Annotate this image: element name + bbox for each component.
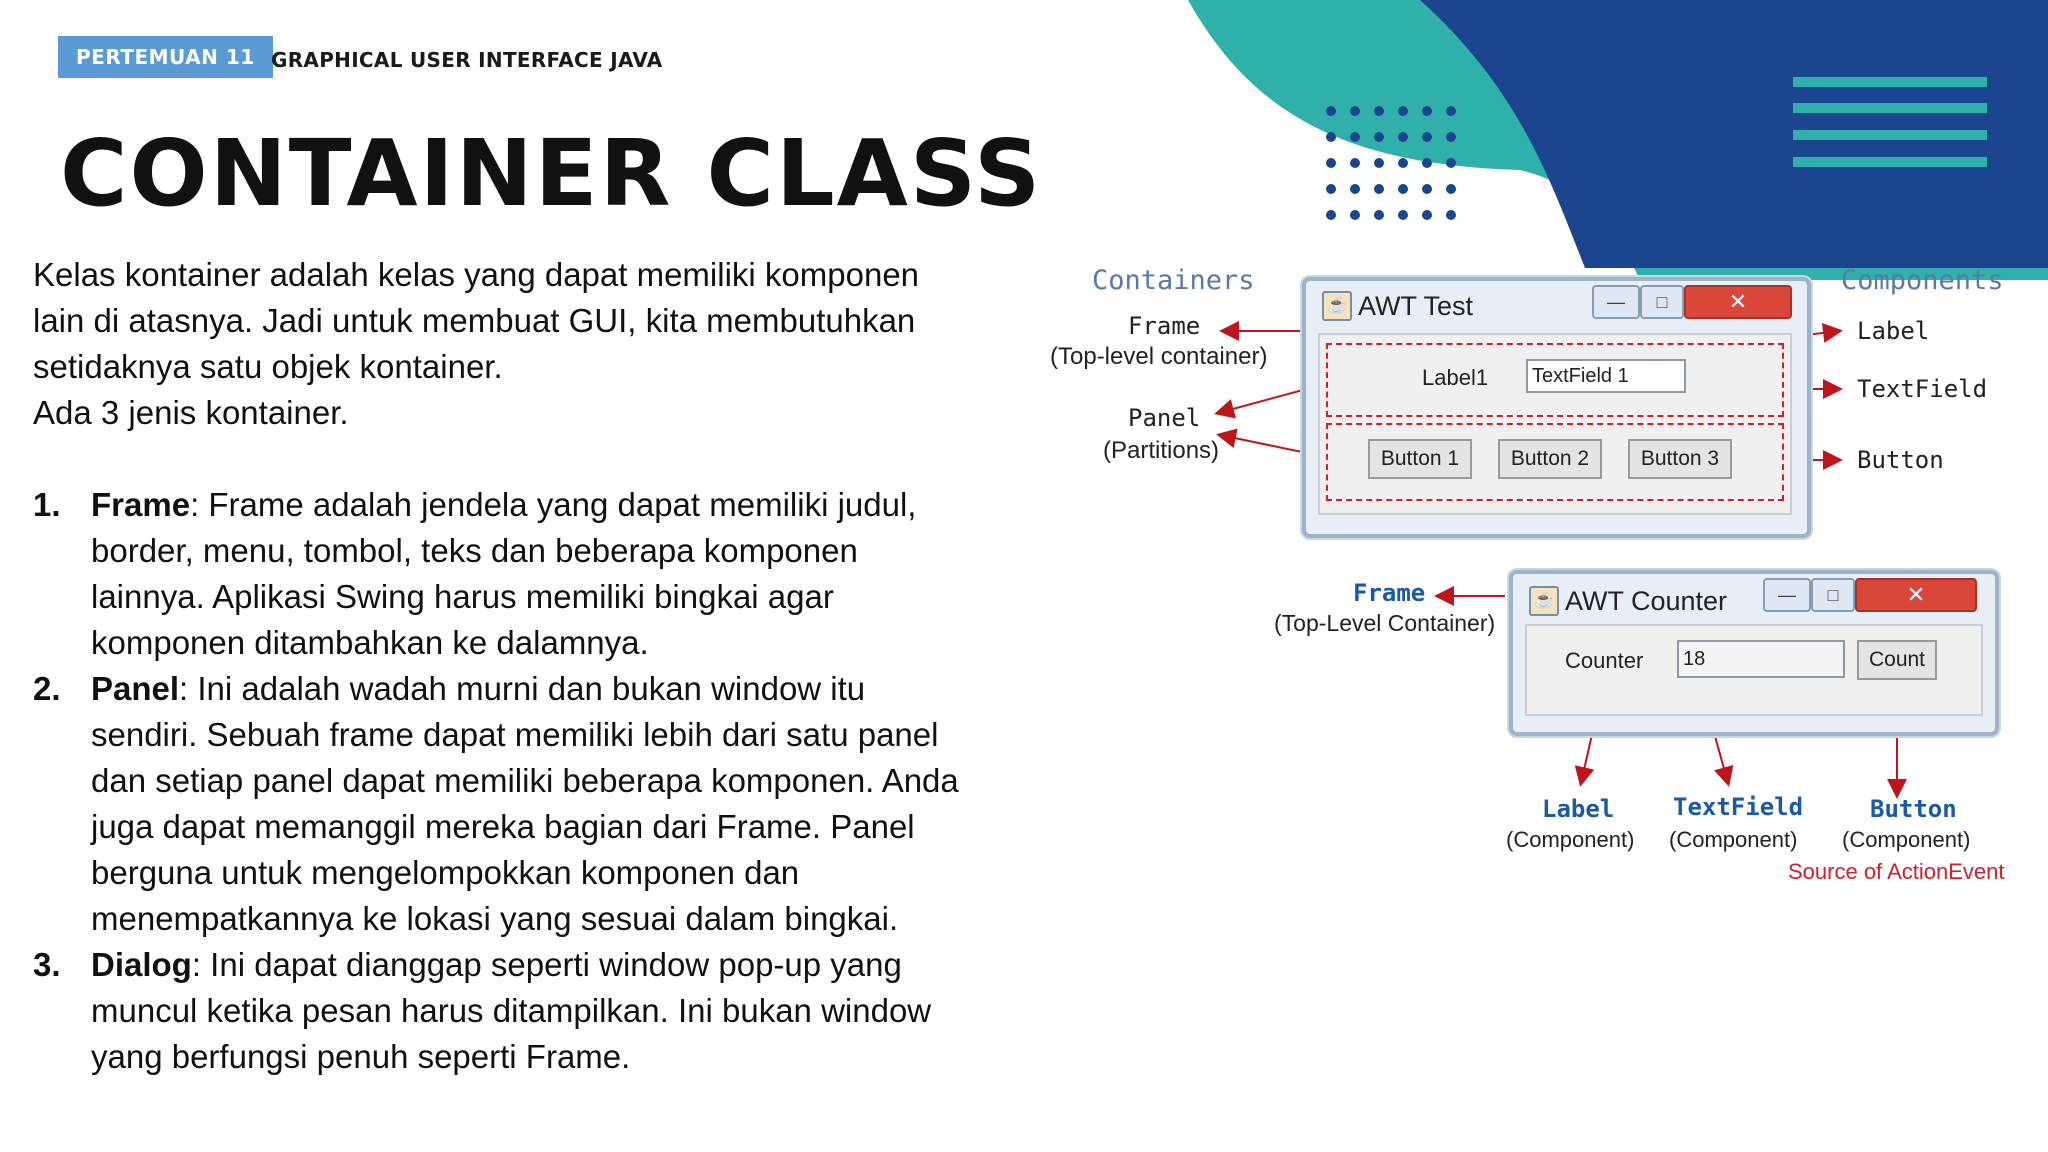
- window-title: AWT Counter: [1565, 586, 1728, 616]
- textfield-component-heading: TextField: [1673, 793, 1804, 821]
- frame-annotation-2: Frame: [1353, 579, 1426, 607]
- list-text-line: berguna untuk mengelompokkan komponen dan: [91, 854, 800, 891]
- list-number: 2.: [33, 670, 61, 707]
- label-annotation: Label: [1857, 317, 1930, 345]
- java-app-icon: ☕: [1529, 586, 1559, 616]
- window-content: [1318, 333, 1792, 515]
- maximize-icon[interactable]: □: [1811, 578, 1855, 612]
- session-tag: PERTEMUAN 11: [58, 36, 273, 78]
- minimize-icon[interactable]: —: [1592, 285, 1640, 319]
- title-bar: [1513, 574, 1995, 618]
- panel-annotation: Panel: [1128, 404, 1201, 432]
- button-component-heading: Button: [1870, 795, 1957, 823]
- list-text-line: border, menu, tombol, teks dan beberapa komponen: [91, 532, 858, 569]
- list-text-line: : Frame adalah jendela yang dapat memiliki judul,: [190, 486, 917, 523]
- window-content: [1525, 624, 1983, 716]
- awt-test-window: [1302, 277, 1811, 538]
- button3[interactable]: Button 3: [1628, 439, 1732, 479]
- frame-annotation-sub: (Top-level container): [1050, 343, 1268, 370]
- list-text-line: yang berfungsi penuh seperti Frame.: [91, 1038, 631, 1075]
- title-bar: [1306, 281, 1807, 325]
- button-component-sub: (Component): [1842, 827, 1971, 852]
- action-event-note: Source of ActionEvent: [1788, 859, 2005, 884]
- list-text-line: : Ini dapat dianggap seperti window pop-up yang: [191, 946, 902, 983]
- minimize-icon[interactable]: —: [1763, 578, 1811, 612]
- list-text-line: juga dapat memanggil mereka bagian dari Frame. Panel: [91, 808, 915, 845]
- intro-line: Kelas kontainer adalah kelas yang dapat memiliki komponen: [33, 256, 920, 293]
- textfield-component-sub: (Component): [1669, 827, 1798, 852]
- maximize-icon[interactable]: □: [1640, 285, 1684, 319]
- list-term: Frame: [91, 486, 191, 523]
- list-item-frame: [33, 482, 1033, 666]
- containers-heading: Containers: [1092, 265, 1255, 296]
- panel-annotation-sub: (Partitions): [1103, 437, 1220, 464]
- page-title: CONTAINER CLASS: [60, 120, 1043, 227]
- java-app-icon: ☕: [1322, 291, 1352, 321]
- list-text-line: lainnya. Aplikasi Swing harus memiliki bingkai agar: [91, 578, 834, 615]
- intro-line: setidaknya satu objek kontainer.: [33, 348, 503, 385]
- intro-line: lain di atasnya. Jadi untuk membuat GUI, kita membutuhkan: [33, 302, 916, 339]
- components-heading: Components: [1841, 265, 2004, 296]
- container-types-list: [33, 482, 1033, 1080]
- list-text-line: sendiri. Sebuah frame dapat memiliki lebih dari satu panel: [91, 716, 939, 753]
- label1: Label1: [1422, 365, 1489, 390]
- list-text-line: : Ini adalah wadah murni dan bukan window itu: [179, 670, 866, 707]
- awt-counter-window: [1509, 570, 1999, 736]
- frame-annotation: Frame: [1128, 312, 1201, 340]
- list-item-panel: [33, 666, 1033, 942]
- list-term: Panel: [91, 670, 180, 707]
- body-text: [33, 252, 1033, 1080]
- counter-label: Counter: [1565, 648, 1644, 673]
- label-component-sub: (Component): [1506, 827, 1635, 852]
- course-subtitle: GRAPHICAL USER INTERFACE JAVA: [271, 48, 663, 72]
- list-text-line: menempatkannya ke lokasi yang sesuai dalam bingkai.: [91, 900, 899, 937]
- textfield1[interactable]: TextField 1: [1526, 359, 1686, 393]
- counter-field[interactable]: 18: [1677, 640, 1845, 678]
- intro-line: Ada 3 jenis kontainer.: [33, 394, 349, 431]
- list-item-dialog: [33, 942, 1033, 1080]
- button-annotation: Button: [1857, 446, 1944, 474]
- list-number: 3.: [33, 946, 61, 983]
- list-text-line: komponen ditambahkan ke dalamnya.: [91, 624, 649, 661]
- button1[interactable]: Button 1: [1368, 439, 1472, 479]
- window-title: AWT Test: [1358, 291, 1474, 321]
- list-text-line: dan setiap panel dapat memiliki beberapa komponen. Anda: [91, 762, 959, 799]
- frame-annotation-2-sub: (Top-Level Container): [1274, 610, 1496, 636]
- list-text-line: muncul ketika pesan harus ditampilkan. Ini bukan window: [91, 992, 932, 1029]
- button2[interactable]: Button 2: [1498, 439, 1602, 479]
- textfield-annotation: TextField: [1857, 375, 1988, 403]
- count-button[interactable]: Count: [1857, 640, 1937, 680]
- close-icon[interactable]: ✕: [1684, 285, 1792, 319]
- label-component-heading: Label: [1542, 795, 1615, 823]
- list-number: 1.: [33, 486, 61, 523]
- awt-diagram: [1040, 265, 2048, 895]
- list-term: Dialog: [91, 946, 192, 983]
- close-icon[interactable]: ✕: [1855, 578, 1977, 612]
